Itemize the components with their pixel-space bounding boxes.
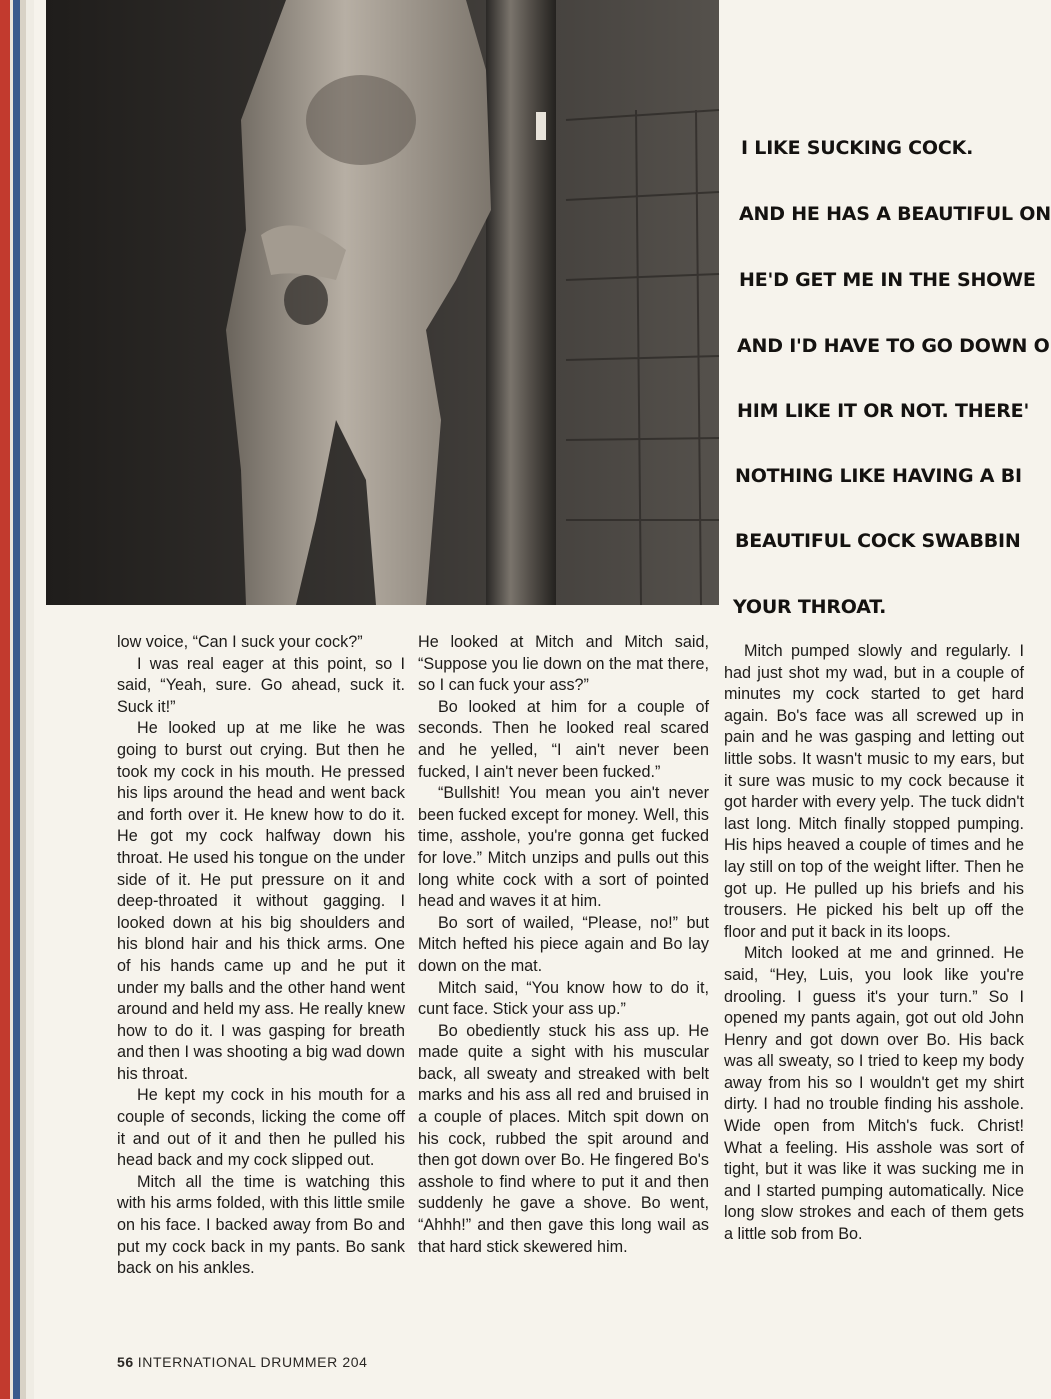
pull-quote-line: HIM LIKE IT OR NOT. THERE' (737, 400, 1030, 422)
photo (46, 0, 719, 605)
pull-quote-line: NOTHING LIKE HAVING A BI (735, 465, 1022, 487)
paragraph: Bo sort of wailed, “Please, no!” but Mitch hefted his piece again and Bo lay down on the mat. (418, 913, 709, 975)
pull-quote-line: HE'D GET ME IN THE SHOWE (739, 269, 1036, 291)
paragraph: Mitch all the time is watching this with his arms folded, with this little smile on his face. I backed away from Bo and put my cock back in my pants. Bo sank back on his ankles. (117, 1172, 405, 1278)
pull-quote-line: AND HE HAS A BEAUTIFUL ON (739, 203, 1051, 225)
binding-edge (0, 0, 34, 1399)
paragraph: Mitch pumped slowly and regularly. I had just shot my wad, but in a couple of minutes my cock started to get hard again. Bo's face was all screwed up in pain and he was gasping and letting out little sobs. It wasn't music to my ears, but it sure was music to my cock because it got harder with every yelp. The tuck didn't last long. Mitch finally stopped pumping. His hips heaved a couple of times and he lay still on top of the weight lifter. Then he got up. He pulled up his briefs and his trousers. He picked his belt up off the floor and put it back in its loops. (724, 642, 1024, 941)
paragraph: Mitch said, “You know how to do it, cunt face. Stick your ass up.” (418, 978, 709, 1019)
paragraph: He looked up at me like he was going to burst out crying. But then he took my cock in his mouth. He pressed his lips around the head and went back and forth over it. He knew how to do it. He got my cock halfway down his throat. He used his tongue on the under side of it. He put pressure on it and deep-throated it without gagging. I looked down at his big shoulders and his blond hair and his thick arms. One of his hands came up and he put it under my balls and the other hand went around and held my ass. He really knew how to do it. I was gasping for breath and then I was shooting a big wad down his throat. (117, 719, 405, 1083)
publication-name: INTERNATIONAL DRUMMER 204 (137, 1354, 368, 1370)
paragraph: I was real eager at this point, so I said, “Yeah, sure. Go ahead, suck it. Suck it!” (117, 654, 405, 716)
pull-quote-line: I LIKE SUCKING COCK. (741, 137, 974, 159)
text-column-3 (724, 641, 1024, 1246)
photo-illustration (46, 0, 719, 605)
paragraph: Bo obediently stuck his ass up. He made quite a sight with his muscular back, all sweaty and streaked with belt marks and his ass all red and bruised in a couple of places. Mitch spit down on his cock, rubbed the spit around and then got down over Bo. He fingered Bo's asshole to find where to put it and then suddenly he gave a shove. Bo went, “Ahhh!” and then gave this long wail as that hard stick skewered him. (418, 1021, 709, 1256)
pull-quote-line: AND I'D HAVE TO GO DOWN O (737, 335, 1050, 357)
text-column-1 (117, 632, 405, 1280)
pull-quote-line: BEAUTIFUL COCK SWABBIN (735, 530, 1021, 552)
page-number: 56 (117, 1354, 134, 1370)
pull-quote (733, 130, 1051, 620)
paragraph: Mitch looked at me and grinned. He said, “Hey, Luis, you look like you're drooling. I guess it's your turn.” So I opened my pants again, got out old John Henry and got down over Bo. His back was all sweaty, so I tried to keep my body away from his so I wouldn't get my shirt dirty. I had no trouble finding his asshole. Wide open from Mitch's fuck. Christ! What a feeling. His asshole was sort of tight, but it was like it was sucking me in and I started pumping automatically. Nice long slow strokes and each of them gets a little sob from Bo. (724, 944, 1024, 1244)
page-footer (117, 1354, 367, 1370)
paragraph: “Bullshit! You mean you ain't never been fucked except for money. Well, this time, asshole, you're gonna get fucked for love.” Mitch unzips and pulls out this long white cock with a sort of pointed head and waves it at him. (418, 784, 709, 911)
paragraph: Bo looked at him for a couple of seconds. Then he looked real scared and he yelled, “I ain't never been fucked, I ain't never been fucked.” (418, 697, 709, 781)
paragraph: He looked at Mitch and Mitch said, “Suppose you lie down on the mat there, so I can fuck your ass?” (418, 633, 709, 695)
pull-quote-line: YOUR THROAT. (733, 596, 887, 618)
paragraph: He kept my cock in his mouth for a couple of seconds, licking the come off it and out of it and then he pulled his head back and my cock slipped out. (117, 1086, 405, 1170)
text-column-2 (418, 632, 709, 1258)
paragraph: low voice, “Can I suck your cock?” (117, 633, 363, 651)
